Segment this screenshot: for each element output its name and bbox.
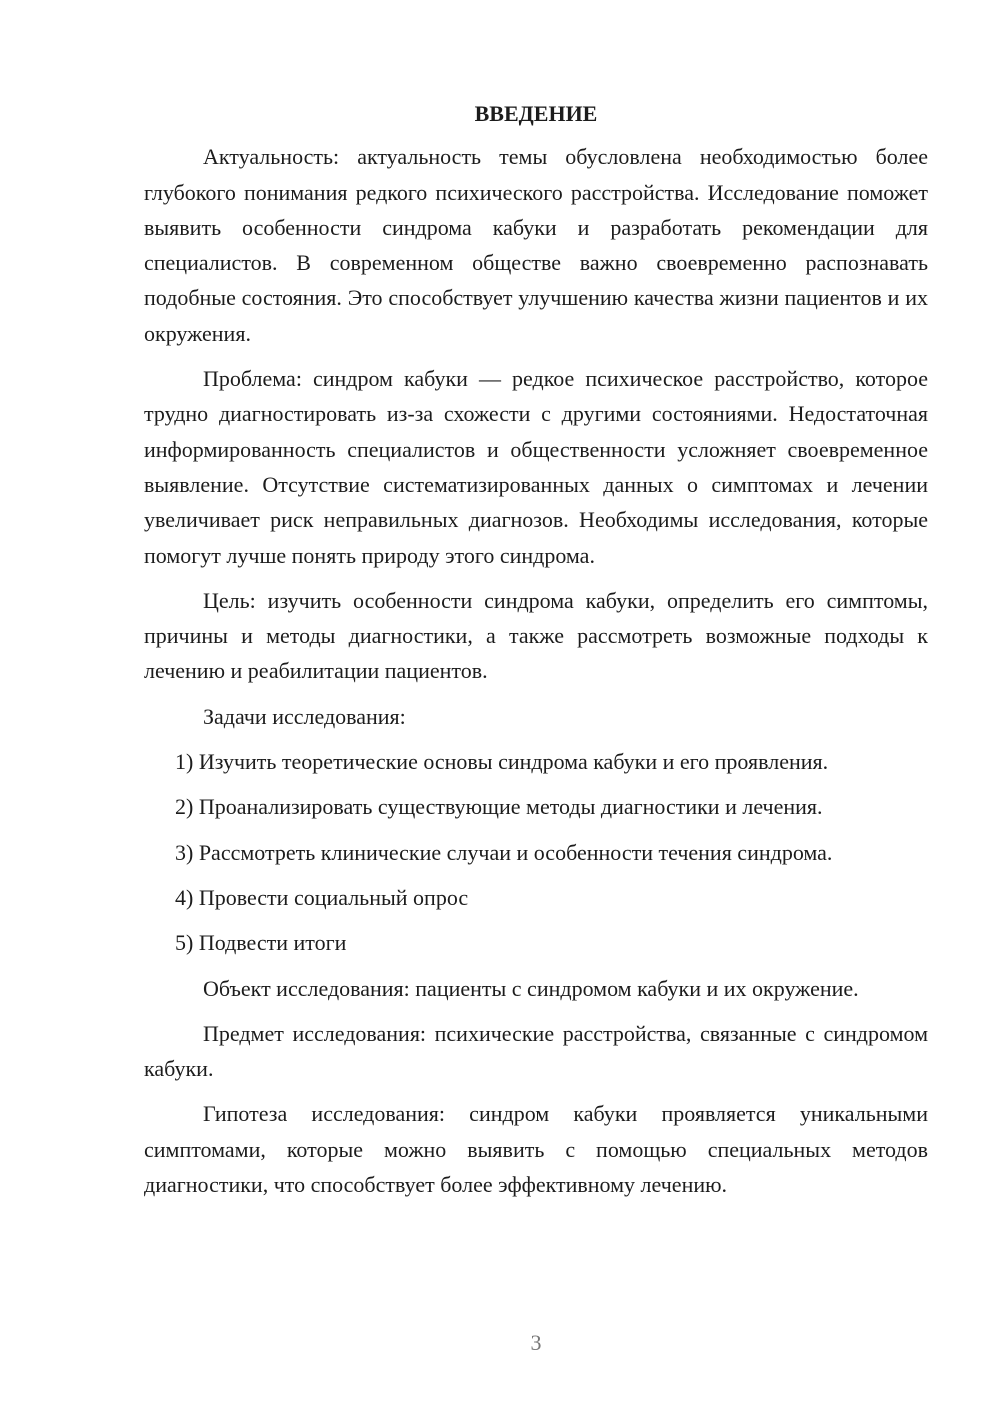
paragraph-subject: Предмет исследования: психические расстройства, связанные с синдромом кабуки. [144, 1020, 928, 1082]
tasks-list [144, 744, 928, 960]
page-content [144, 96, 928, 1212]
task-item: 4) Провести социальный опрос [175, 884, 469, 910]
task-item: 5) Подвести итоги [175, 930, 347, 956]
paragraph-object: Объект исследования: пациенты с синдромом кабуки и их окружение. [203, 975, 859, 1001]
paragraph-goal: Цель: изучить особенности синдрома кабуки, определить его симптомы, причины и методы диагностики, а также рассмотреть возможные подходы к лечению и реабилитации пациентов. [144, 587, 928, 684]
paragraph-problem: Проблема: синдром кабуки — редкое психическое расстройство, которое трудно диагностировать из-за схожести с другими состояниями. Недостаточная информированность специалистов и общественности усложняет своевременное выявление. Отсутствие систематизированных данных о симптомах и лечении увеличивает риск неправильных диагнозов. Необходимы исследования, которые помогут лучше понять природу этого синдрома. [144, 366, 928, 568]
task-item: 2) Проанализировать существующие методы диагностики и лечения. [175, 794, 823, 820]
paragraph-relevance: Актуальность: актуальность темы обусловлена необходимостью более глубокого понимания редкого психического расстройства. Исследование поможет выявить особенности синдрома кабуки и разработать рекомендации для специалистов. В современном обществе важно своевременно распознавать подобные состояния. Это способствует улучшению качества жизни пациентов и их окружения. [144, 144, 928, 346]
section-title: ВВЕДЕНИЕ [474, 101, 598, 126]
task-item: 1) Изучить теоретические основы синдрома кабуки и его проявления. [175, 749, 829, 775]
page-number: 3 [530, 1330, 542, 1355]
paragraph-hypothesis: Гипотеза исследования: синдром кабуки проявляется уникальными симптомами, которые можно выявить с помощью специальных методов диагностики, что способствует более эффективному лечению. [144, 1101, 928, 1198]
task-item: 3) Рассмотреть клинические случаи и особенности течения синдрома. [175, 839, 833, 865]
tasks-heading: Задачи исследования: [203, 703, 406, 729]
